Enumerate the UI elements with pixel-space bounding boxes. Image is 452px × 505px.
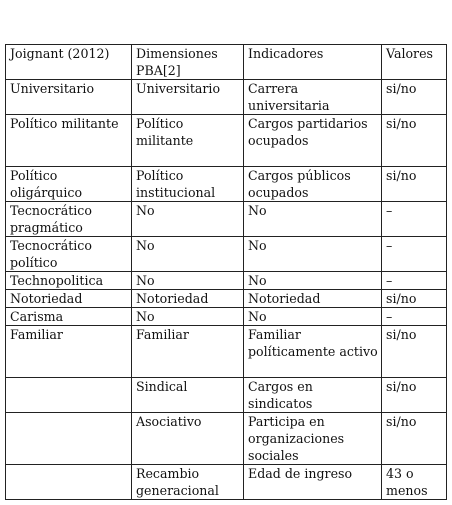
table-row: [6, 237, 447, 272]
table-cell: Carrera universitaria: [244, 80, 382, 115]
header-cell-author: Joignant (2012): [6, 45, 132, 80]
table-cell: Technopolitica: [6, 272, 132, 290]
table-cell: Asociativo: [132, 413, 244, 465]
header-cell-dimensions: Dimensiones PBA[2]: [132, 45, 244, 80]
table-cell: Edad de ingreso: [244, 465, 382, 500]
table-cell: No: [244, 308, 382, 326]
table-cell: Político oligárquico: [6, 167, 132, 202]
table-row: [6, 115, 447, 167]
table-cell: Notoriedad: [244, 290, 382, 308]
table-cell: No: [244, 202, 382, 237]
table-row: [6, 378, 447, 413]
table-header-row: [6, 45, 447, 80]
table-cell: si/no: [382, 326, 447, 378]
table-cell: Político institucional: [132, 167, 244, 202]
table-cell: Notoriedad: [6, 290, 132, 308]
table-cell: Universitario: [6, 80, 132, 115]
table-row: [6, 202, 447, 237]
table-cell: si/no: [382, 378, 447, 413]
table-cell: No: [132, 272, 244, 290]
table-cell: Político militante: [6, 115, 132, 167]
table-cell: si/no: [382, 290, 447, 308]
table-cell: Cargos partidarios ocupados: [244, 115, 382, 167]
table-cell: Cargos públicos ocupados: [244, 167, 382, 202]
table-cell: Universitario: [132, 80, 244, 115]
table-cell: Cargos en sindicatos: [244, 378, 382, 413]
table-row: [6, 326, 447, 378]
table-row: [6, 167, 447, 202]
table-header: [6, 45, 447, 80]
table-cell: Tecnocrático político: [6, 237, 132, 272]
table-cell: [6, 465, 132, 500]
table-cell: si/no: [382, 80, 447, 115]
table-cell: Familiar: [132, 326, 244, 378]
table-row: [6, 413, 447, 465]
table-cell: Carisma: [6, 308, 132, 326]
table-cell: Político militante: [132, 115, 244, 167]
data-table: [5, 44, 447, 500]
table-cell: [6, 413, 132, 465]
table-cell: si/no: [382, 413, 447, 465]
table-cell: –: [382, 237, 447, 272]
table-cell: Notoriedad: [132, 290, 244, 308]
table-cell: No: [132, 308, 244, 326]
table-cell: –: [382, 202, 447, 237]
table-row: [6, 290, 447, 308]
table-cell: Familiar políticamente activo: [244, 326, 382, 378]
table-cell: Recambio generacional: [132, 465, 244, 500]
table-cell: si/no: [382, 115, 447, 167]
table-cell: 43 o menos: [382, 465, 447, 500]
table-cell: No: [244, 272, 382, 290]
table-row: [6, 80, 447, 115]
table-cell: Familiar: [6, 326, 132, 378]
table-cell: No: [132, 237, 244, 272]
table-cell: Sindical: [132, 378, 244, 413]
table-cell: –: [382, 308, 447, 326]
table-row: [6, 308, 447, 326]
table-row: [6, 465, 447, 500]
table-cell: No: [244, 237, 382, 272]
table-body: [6, 80, 447, 500]
table-cell: Tecnocrático pragmático: [6, 202, 132, 237]
table-row: [6, 272, 447, 290]
table-cell: [6, 378, 132, 413]
header-cell-indicators: Indicadores: [244, 45, 382, 80]
table-cell: –: [382, 272, 447, 290]
table-cell: si/no: [382, 167, 447, 202]
table-cell: No: [132, 202, 244, 237]
header-cell-values: Valores: [382, 45, 447, 80]
table-cell: Participa en organizaciones sociales: [244, 413, 382, 465]
